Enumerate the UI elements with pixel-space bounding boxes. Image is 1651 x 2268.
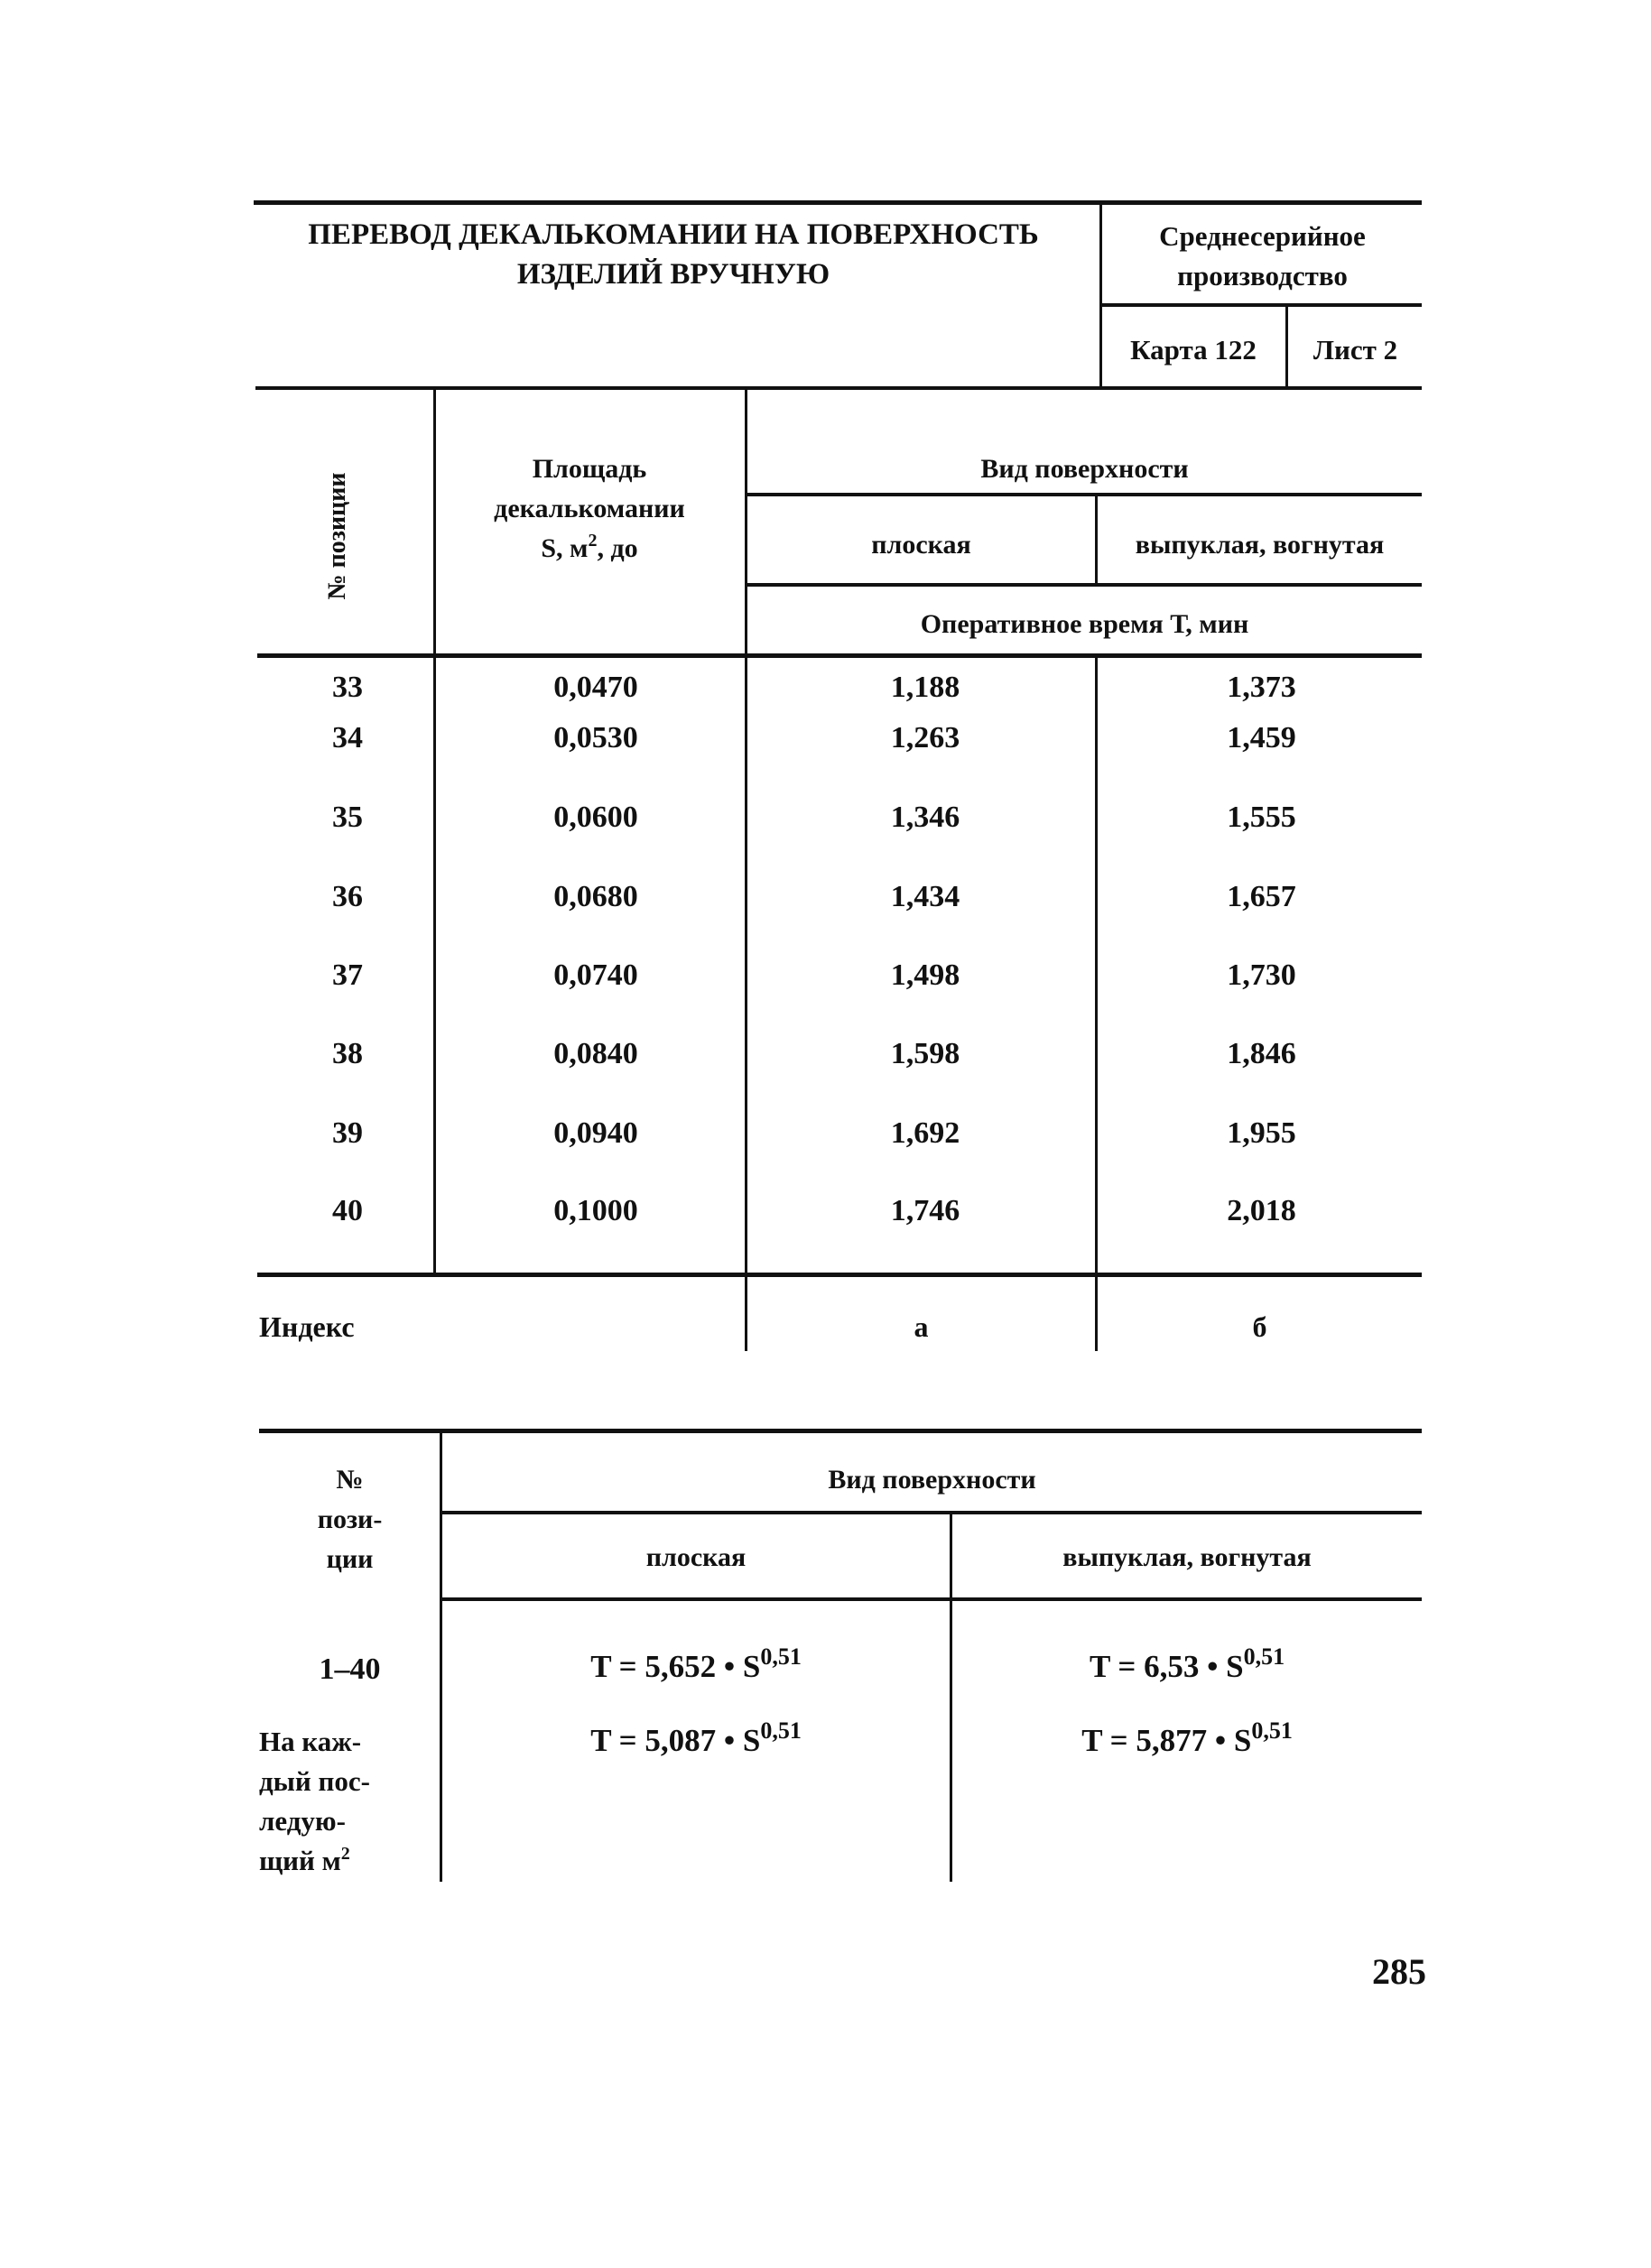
row-position: 39 [332, 1116, 363, 1150]
table-row [0, 956, 1651, 995]
row-area: 0,0940 [553, 1116, 638, 1150]
table-row [0, 798, 1651, 838]
table1-body-bottom-rule [257, 1273, 1422, 1277]
flat-convex-rule [747, 583, 1422, 587]
t2-row2-position-line1: На каж- [259, 1726, 362, 1757]
formula-exponent: 0,51 [1243, 1643, 1285, 1670]
row-convex-time: 1,555 [1227, 801, 1296, 834]
t2-row1-flat-formula [442, 1644, 950, 1689]
row-convex-time: 1,955 [1227, 1116, 1296, 1150]
formula-exponent: 0,51 [760, 1643, 802, 1670]
page-number: 285 [1372, 1951, 1426, 1992]
header-title [254, 215, 1093, 294]
row-flat-time: 1,498 [890, 958, 960, 992]
row-convex-time: 1,459 [1227, 721, 1296, 754]
sheet-number: Лист 2 [1312, 334, 1398, 366]
t2-row2-unit: щий м [259, 1845, 341, 1876]
table-row [0, 877, 1651, 917]
t2-col-position-header [262, 1460, 438, 1579]
row-convex-time: 1,657 [1227, 880, 1296, 913]
header-title-line2: ИЗДЕЛИЙ ВРУЧНУЮ [516, 258, 830, 291]
t2-surface-rule [441, 1511, 1422, 1514]
header-title-line1: ПЕРЕВОД ДЕКАЛЬКОМАНИИ НА ПОВЕРХНОСТЬ [308, 218, 1039, 251]
card-number: Карта 122 [1130, 334, 1257, 366]
t2-col-position-line1: № [336, 1465, 364, 1495]
t2-row2-position-line2: дый пос- [259, 1765, 370, 1797]
table1-header-bottom-rule [257, 653, 1422, 658]
row-convex-time: 1,373 [1227, 671, 1296, 704]
row-position: 36 [332, 880, 363, 913]
card-sheet-divider [1285, 305, 1288, 389]
col-area-header [437, 449, 742, 569]
row-convex-time: 1,730 [1227, 958, 1296, 992]
table2-top-rule [259, 1429, 1422, 1433]
col-position-header: № позиции [323, 472, 351, 600]
formula-base: T = 5,087 • S [590, 1723, 761, 1758]
table1-top-rule [255, 386, 1422, 390]
t2-row1-position: 1–40 [319, 1652, 381, 1686]
row-flat-time: 1,746 [890, 1194, 960, 1227]
row-flat-time: 1,598 [890, 1037, 960, 1070]
index-a: а [914, 1310, 929, 1343]
t2-row2-position [259, 1722, 431, 1881]
formula-exponent: 0,51 [760, 1717, 802, 1744]
index-label: Индекс [259, 1310, 355, 1343]
t2-row2-position-line3: ледую- [259, 1805, 346, 1837]
t2-col-flat-header: плоская [645, 1542, 747, 1572]
t2-row2-unit-exponent: 2 [340, 1844, 350, 1864]
row-flat-time: 1,434 [890, 880, 960, 913]
t2-row2-flat-formula [442, 1718, 950, 1763]
row-convex-time: 1,846 [1227, 1037, 1296, 1070]
col-optime-header: Оперативное время Т, мин [920, 609, 1249, 639]
table-row [0, 668, 1651, 708]
col-surface-header: Вид поверхности [980, 454, 1189, 484]
row-position: 38 [332, 1037, 363, 1070]
row-area: 0,0740 [553, 958, 638, 992]
col-area-unit: S, м [541, 533, 589, 563]
row-position: 33 [332, 671, 363, 704]
col-area-line3 [437, 529, 742, 569]
row-flat-time: 1,346 [890, 801, 960, 834]
formula-exponent: 0,51 [1251, 1717, 1293, 1744]
t2-row1-convex-formula [952, 1644, 1422, 1689]
production-type-line2: производство [1177, 260, 1348, 292]
t2-row2-position-line4 [259, 1841, 431, 1881]
row-area: 0,0680 [553, 880, 638, 913]
t2-col-surface-header: Вид поверхности [828, 1465, 1036, 1495]
formula-base: T = 5,652 • S [590, 1649, 761, 1684]
surface-rule [747, 493, 1422, 496]
t2-col-position-line2: пози- [317, 1504, 383, 1534]
row-position: 40 [332, 1194, 363, 1227]
row-area: 0,0840 [553, 1037, 638, 1070]
header-top-rule [254, 200, 1422, 205]
row-flat-time: 1,188 [890, 671, 960, 704]
row-convex-time: 2,018 [1227, 1194, 1296, 1227]
t2-row2-convex-formula [952, 1718, 1422, 1763]
index-b: б [1252, 1310, 1267, 1343]
row-area: 0,1000 [553, 1194, 638, 1227]
row-flat-time: 1,692 [890, 1116, 960, 1150]
t2-col-convex-header: выпуклая, вогнутая [1062, 1542, 1312, 1572]
row-area: 0,0530 [553, 721, 638, 754]
col-area-upto: , до [597, 533, 638, 563]
table-row [0, 1034, 1651, 1074]
row-area: 0,0470 [553, 671, 638, 704]
col-area-line1: Площадь [532, 454, 647, 484]
row-area: 0,0600 [553, 801, 638, 834]
col-convex-header: выпуклая, вогнутая [1135, 530, 1385, 560]
production-type-line1: Среднесерийное [1159, 220, 1366, 252]
table-row [0, 1191, 1651, 1231]
col-flat-header: плоская [871, 530, 971, 560]
t2-col-position-line3: ции [326, 1544, 374, 1574]
formula-base: T = 5,877 • S [1081, 1723, 1252, 1758]
table-row [0, 1114, 1651, 1153]
col-area-unit-exponent: 2 [588, 531, 598, 551]
formula-base: T = 6,53 • S [1089, 1649, 1244, 1684]
t2-header-bottom-rule [441, 1597, 1422, 1601]
row-position: 35 [332, 801, 363, 834]
table1-col-divider-3b [1095, 657, 1098, 1351]
card-rule [1101, 303, 1422, 307]
header-divider [1099, 202, 1102, 389]
table-row [0, 718, 1651, 758]
row-position: 34 [332, 721, 363, 754]
row-flat-time: 1,263 [890, 721, 960, 754]
row-position: 37 [332, 958, 363, 992]
col-area-line2: декалькомании [494, 494, 685, 523]
production-type [1103, 217, 1422, 296]
